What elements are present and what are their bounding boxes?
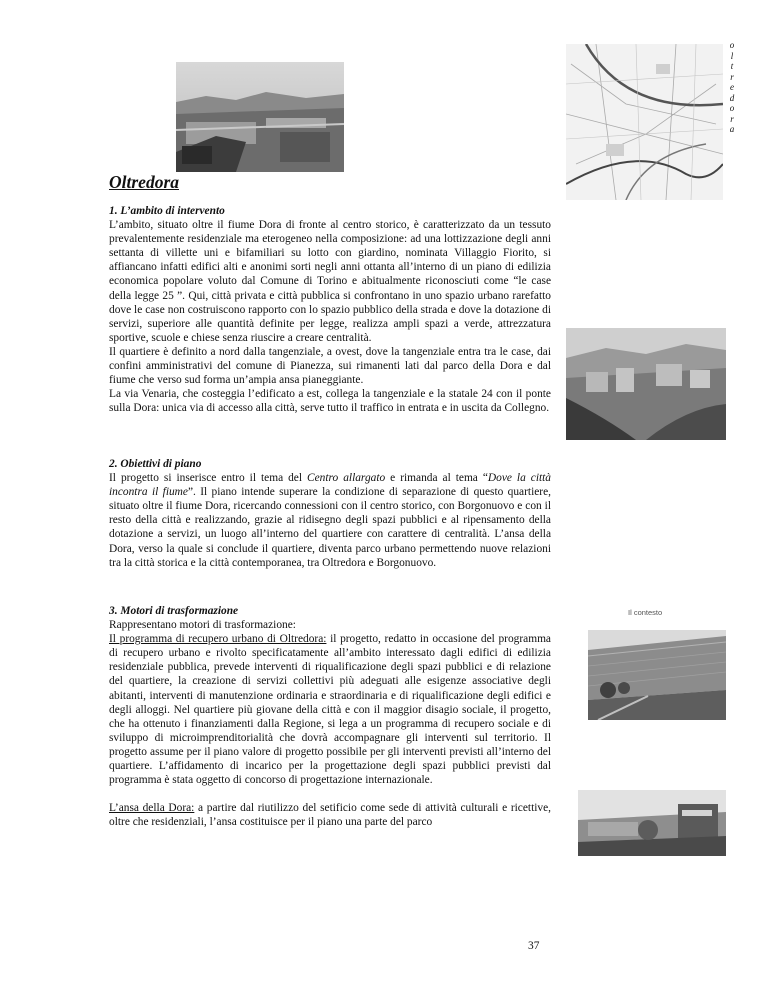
photo-caption: Il contesto: [628, 608, 663, 617]
section-3: [109, 604, 551, 829]
page-title: Oltredora: [109, 172, 179, 192]
aerial-photo: [176, 62, 344, 172]
section-3-intro: Rappresentano motori di trasformazione:: [109, 619, 296, 632]
buildings-photo: [578, 790, 726, 856]
section-1-paragraph: L’ambito, situato oltre il fiume Dora di fronte al centro storico, è caratterizzato da un tessuto prevalentemente residenziale ma eterogeneo nella composizione: ad una lottizzazione degli anni settanta di villette uni e bifamiliari su lotto con giardino, nominata Villaggio Fiorito, si affiancano infatti edifici alti e anonimi sorti negli anni ottanta all’interno di un piano di edilizia economica popolare voluto dal Comune di Torino e abitualmente riconosciuti come “le case della legge 25 ”. Qui, città privata e città pubblica si confrontano in uno spazio urbano rarefatto dove le case non costruiscono rapporto con lo spazio pubblico della strada e dove la dotazione di servizi, superiore alle quantità definite per legge, realizza ampli spazi a verde, attrezzatura sportive, scuole e chiese senza riuscire a creare centralità.: [109, 219, 551, 344]
section-2: [109, 457, 551, 570]
section-2-paragraph: Il progetto si inserisce entro il tema del Centro allargato e rimanda al tema “Dove la città incontra il fiume”. Il piano intende superare la condizione di separazione di questo quartiere, situato oltre il fiume Dora, ricercando connessioni con il centro storico, con Borgonuovo e con il resto della città e realizzando, grazie al ridisegno degli spazi pubblici e al ripensamento della dotazione a servizi, un luogo all’interno del quartiere con carattere di centralità. L’ansa della Dora, verso la quale si conclude il quartiere, diventa parco urbano permettendo nuove relazioni tra la città storica e la città contemporanea, tra Oltredora e Borgonuovo.: [109, 472, 552, 569]
section-2-heading: 2. Obiettivi di piano: [109, 458, 202, 470]
apartment-blocks-photo: [588, 630, 726, 720]
section-1-paragraph: Il quartiere è definito a nord dalla tangenziale, a ovest, dove la tangenziale entra tra le case, dai confini amministrativi del comune di Pianezza, sui rimanenti lati dal parco della Dora e dal fiume che verso sud forma un’ampia ansa pianeggiante.: [109, 345, 551, 387]
map-image: [566, 44, 723, 200]
section-3-heading: 3. Motori di trasformazione: [109, 605, 239, 617]
neighborhood-photo: [566, 328, 726, 440]
section-3-paragraph: Il programma di recupero urbano di Oltredora: il progetto, redatto in occasione del programma di recupero urbano e rivolto specificatamente all’ambito interessato dagli edifici di edilizia residenziale pubblica, prevede interventi di riqualificazione degli spazi pubblici e di relazione del quartiere, la creazione di servizi collettivi più adeguati alle esigenze associative degli abitanti, interventi di manutenzione ordinaria e straordinaria e di riqualificazione degli edifici e degli alloggi. Nel quartiere più giovane della città e con il maggior disagio sociale, il progetto, che ha ottenuto i finanziamenti dalla Regione, si lega a un programma di recupero sociale e di sviluppo di microimprenditorialità che dovrà accompagnare gli interventi sul territorio. Il progetto assume per il piano valore di progetto possibile per gli interventi previsti all’interno del quartiere. L’affidamento di incarico per la progettazione degli spazi pubblici previsti dal programma è stata oggetto di concorso di progettazione internazionale.: [109, 633, 551, 787]
section-1-heading: 1. L’ambito di intervento: [109, 205, 225, 217]
side-label: o l t r e d o r a: [729, 40, 735, 134]
section-3-paragraph: L’ansa della Dora: a partire dal riutilizzo del setificio come sede di attività culturali e ricettive, oltre che residenziali, l’ansa costituisce per il piano una parte del parco: [109, 802, 551, 829]
page-number: 37: [528, 940, 540, 952]
section-1-paragraph: La via Venaria, che costeggia l’edificato a est, collega la tangenziale e la statale 24 con il ponte sulla Dora: unica via di accesso alla città, serve tutto il traffico in entrata e in uscita da Collegno.: [109, 388, 551, 415]
section-1: [109, 204, 551, 415]
